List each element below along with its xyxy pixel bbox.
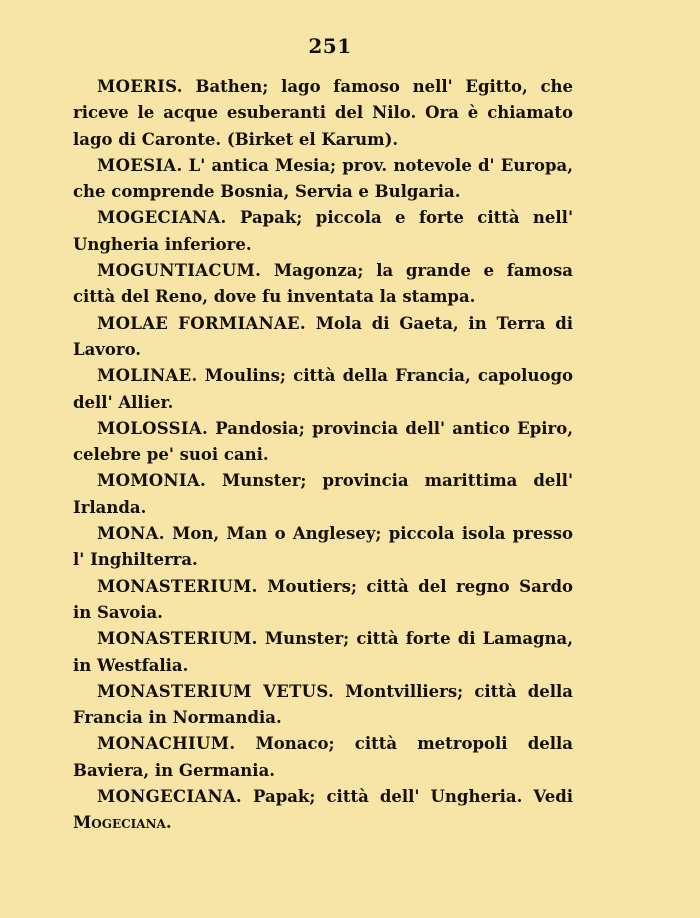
entry-headword: MONASTERIUM. [97,629,258,649]
entry-definition: Bathen; lago famoso nell' Egitto, che riceve le acque esuberanti del Nilo. Ora è chiamato lago di Caronte. (Birket el Karum). [73,77,573,149]
entry-definition: Pandosia; provincia dell' antico Epiro, celebre pe' suoi cani. [73,418,573,465]
entry-headword: MONGECIANA. [97,787,242,807]
entry-mona [73,521,573,574]
entry-moesia [73,153,573,206]
entry-definition: Montvilliers; città della Francia in Normandia. [73,681,573,728]
entry-mongeciana [73,784,573,837]
dictionary-entries [73,74,573,837]
see-also-reference: Mogeciana. [73,813,172,833]
entry-headword: MOERIS. [97,77,183,96]
entry-definition: Mon, Man o Anglesey; piccola isola presso l' Inghilterra. [73,524,573,570]
entry-headword: MONASTERIUM. [97,576,258,596]
entry-headword: MOLINAE. [97,366,198,386]
entry-headword: MONACHIUM. [97,734,236,754]
entry-monachium [73,731,573,784]
entry-momonia [73,468,573,521]
entry-definition: L' antica Mesia; prov. notevole d' Europa, che comprende Bosnia, Servia e Bulgaria. [73,155,573,202]
entry-definition: Moulins; città della Francia, capoluogo dell' Allier. [73,366,573,412]
entry-definition: Papak; città dell' Ungheria. Vedi [241,787,573,807]
entry-definition: Papak; piccola e forte città nell' Ungheria inferiore. [73,208,573,254]
entry-definition: Magonza; la grande e famosa città del Reno, dove fu inventata la stampa. [73,261,573,307]
entry-moeris [73,74,573,153]
entry-definition: Moutiers; città del regno Sardo in Savoia. [73,576,573,622]
entry-definition: Munster; provincia marittima dell' Irlanda. [73,471,573,517]
entry-headword: MOLOSSIA. [97,418,209,438]
entry-definition: Monaco; città metropoli della Baviera, in Germania. [73,734,573,780]
entry-monasterium-moutiers [73,574,573,627]
entry-definition: Munster; città forte di Lamagna, in Westfalia. [73,629,573,675]
entry-headword: MOGECIANA. [97,208,227,228]
entry-monasterium-vetus [73,679,573,732]
entry-moguntiacum [73,258,573,311]
entry-headword: MONA. [97,524,165,544]
page-number: 251 [308,34,352,58]
entry-headword: MOLAE FORMIANAE. [97,313,306,333]
entry-headword: MOGUNTIACUM. [97,261,262,281]
entry-monasterium-munster [73,626,573,679]
entry-mogeciana [73,205,573,258]
entry-molae-formianae [73,311,573,364]
entry-headword: MOESIA. [97,155,183,175]
entry-molinae [73,363,573,416]
entry-definition: Mola di Gaeta, in Terra di Lavoro. [73,313,573,359]
entry-headword: MOMONIA. [97,471,207,491]
entry-molossia [73,416,573,469]
entry-headword: MONASTERIUM VETUS. [97,681,335,701]
